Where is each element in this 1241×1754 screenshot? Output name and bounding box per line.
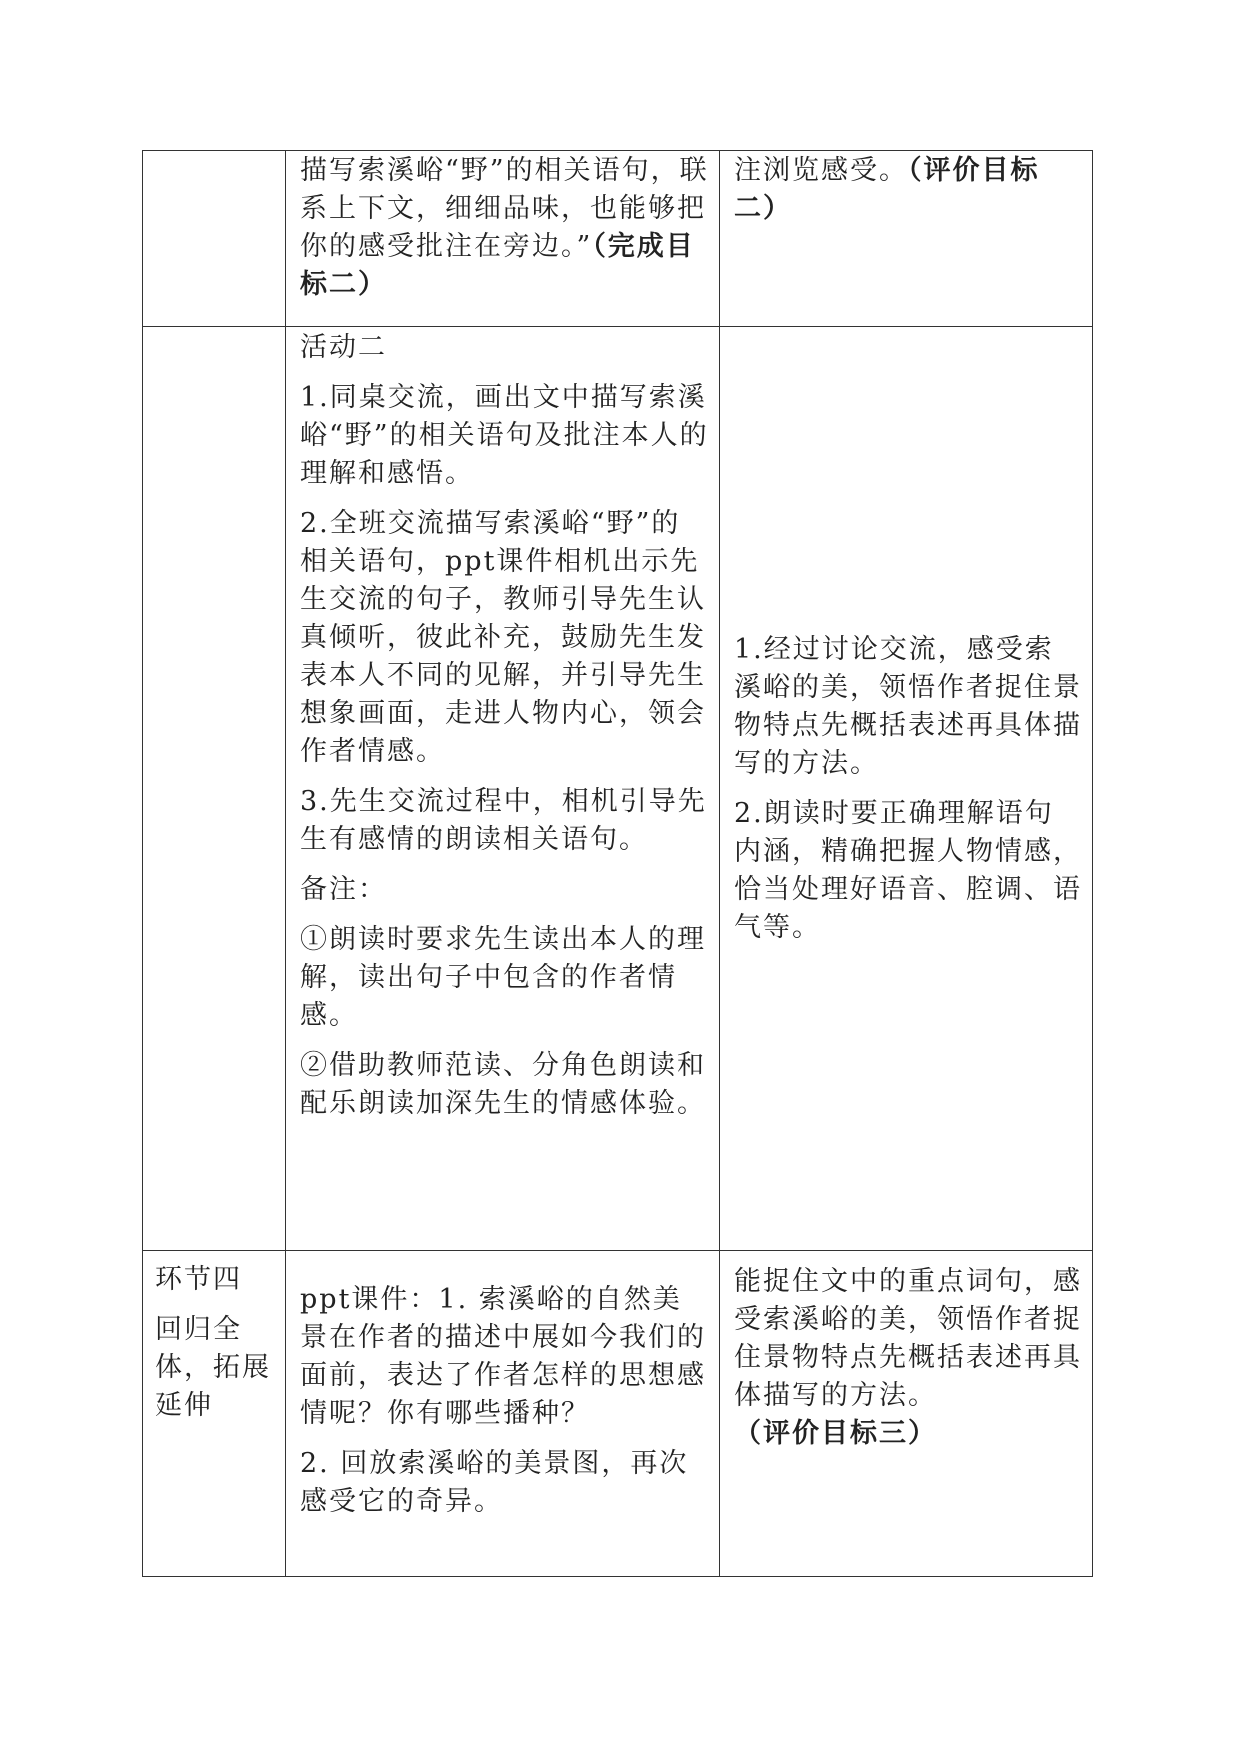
stage-title: 环节四 xyxy=(155,1264,242,1295)
note-item-2: ②借助教师范读、分角色朗读和配乐朗读加深先生的情感体验。 xyxy=(300,1050,706,1119)
activity-item-2: 2.全班交流描写索溪峪“野”的相关语句，ppt课件相机出示先生交流的句子，教师引导先生认真倾听，彼此补充，鼓励先生发表本人不同的见解，并引导先生想象画面，走进人物内心，领会作者情感。 xyxy=(300,508,706,767)
goal-tag: （完成目标二） xyxy=(300,231,695,300)
table-row xyxy=(143,327,1093,1251)
activity-item-1: ppt课件：1. 索溪峪的自然美景在作者的描述中展如今我们的面前，表达了作者怎样的思想感情呢？你有哪些播种？ xyxy=(300,1284,706,1429)
evaluation-item-1: 1.经过讨论交流，感受索溪峪的美，领悟作者捉住景物特点先概括表述再具体描写的方法。 xyxy=(734,633,1082,779)
activity-text: 描写索溪峪“野”的相关语句，联系上下文，细细品味，也能够把你的感受批注在旁边。”（完成目标二） xyxy=(300,155,709,300)
lesson-plan-table xyxy=(142,150,1093,1577)
evaluation-tag: （评价目标二） xyxy=(734,155,1040,224)
evaluation-item-2: 2.朗读时要正确理解语句内涵，精确把握人物情感，恰当处理好语音、腔调、语气等。 xyxy=(734,797,1082,943)
table-row xyxy=(143,151,1093,327)
activity-item-2: 2. 回放索溪峪的美景图，再次感受它的奇异。 xyxy=(300,1448,689,1517)
activity-cell xyxy=(286,1251,720,1577)
note-label: 备注： xyxy=(300,874,387,905)
activity-heading: 活动二 xyxy=(300,332,387,363)
activity-cell xyxy=(286,327,720,1251)
activity-cell xyxy=(286,151,720,327)
evaluation-tag: （评价目标三） xyxy=(734,1418,937,1449)
stage-cell xyxy=(143,1251,286,1577)
activity-item-3: 3.先生交流过程中，相机引导先生有感情的朗读相关语句。 xyxy=(300,786,707,855)
stage-cell xyxy=(143,151,286,327)
activity-item-1: 1.同桌交流，画出文中描写索溪峪“野”的相关语句及批注本人的理解和感悟。 xyxy=(300,382,709,489)
stage-cell xyxy=(143,327,286,1251)
stage-subtitle: 回归全体，拓展延伸 xyxy=(155,1314,271,1421)
evaluation-cell xyxy=(720,1251,1093,1577)
evaluation-text: 注浏览感受。（评价目标二） xyxy=(734,155,1040,224)
evaluation-cell xyxy=(720,151,1093,327)
table-row xyxy=(143,1251,1093,1577)
evaluation-cell xyxy=(720,327,1093,1251)
evaluation-text: 能捉住文中的重点词句，感受索溪峪的美，领悟作者捉住景物特点先概括表述再具体描写的方法。 （评价目标三） xyxy=(734,1266,1082,1449)
note-item-1: ①朗读时要求先生读出本人的理解，读出句子中包含的作者情感。 xyxy=(300,924,706,1031)
